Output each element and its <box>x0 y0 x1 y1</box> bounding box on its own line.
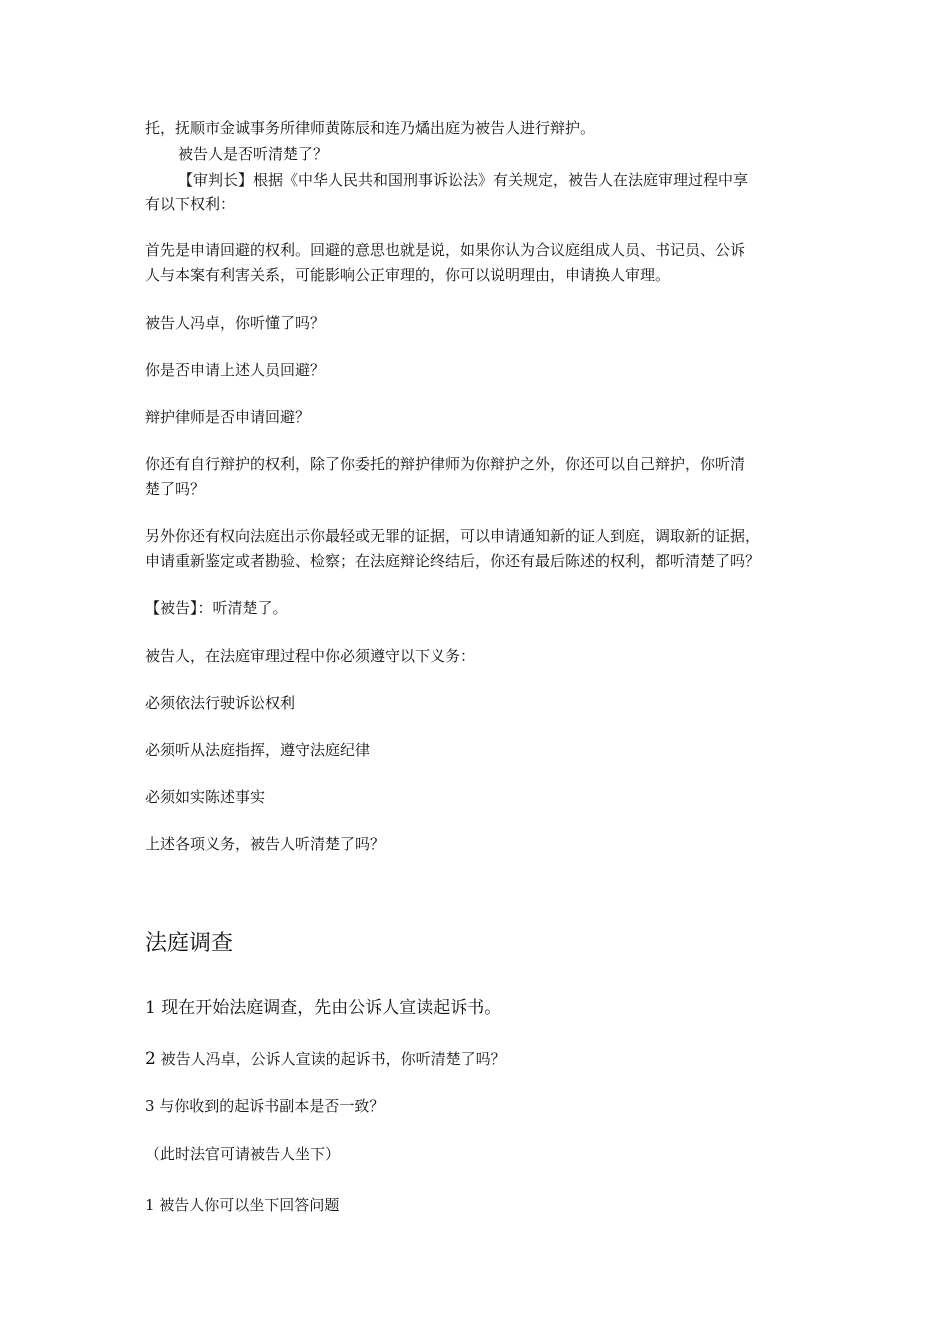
paragraph-evidence-line1: 另外你还有权向法庭出示你最轻或无罪的证据，可以申请通知新的证人到庭，调取新的证据， <box>145 527 761 545</box>
paragraph-lawyer-recusal: 辩护律师是否申请回避？ <box>145 408 311 426</box>
paragraph-obligations-question: 上述各项义务，被告人听清楚了吗？ <box>145 835 386 853</box>
investigation-item-2 <box>145 1046 815 1072</box>
paragraph-obligation-2: 必须听从法庭指挥，遵守法庭纪律 <box>145 741 371 759</box>
paragraph-defense-counsel: 托，抚顺市金诚事务所律师黄陈辰和连乃燏出庭为被告人进行辩护。 <box>145 119 596 137</box>
paragraph-self-defense-line2: 楚了吗？ <box>145 480 206 498</box>
investigation-item-2-number: 2 <box>145 1049 156 1069</box>
investigation-item-1: 1 现在开始法庭调查，先由公诉人宣读起诉书。 <box>145 998 502 1018</box>
investigation-item-sit: 1 被告人你可以坐下回答问题 <box>145 1196 340 1214</box>
paragraph-judge-rights-line1: 【审判长】根据《中华人民共和国刑事诉讼法》有关规定，被告人在法庭审理过程中享 <box>178 171 749 189</box>
paragraph-defendant-reply: 【被告】：听清楚了。 <box>145 599 288 617</box>
paragraph-self-defense-line1: 你还有自行辩护的权利，除了你委托的辩护律师为你辩护之外，你还可以自己辩护，你听清 <box>145 455 746 473</box>
paragraph-evidence-line2: 申请重新鉴定或者勘验、检察；在法庭辩论终结后，你还有最后陈述的权利，都听清楚了吗？ <box>145 552 761 570</box>
paragraph-judge-rights-line2: 有以下权利： <box>145 195 236 213</box>
investigation-item-3: 3 与你收到的起诉书副本是否一致？ <box>145 1097 385 1115</box>
investigation-note: （此时法官可请被告人坐下） <box>145 1145 341 1163</box>
paragraph-obligation-3: 必须如实陈述事实 <box>145 788 266 806</box>
paragraph-question-heard: 被告人是否听清楚了？ <box>178 145 329 163</box>
section-heading: 法庭调查 <box>145 931 234 956</box>
investigation-item-2-text: 被告人冯卓，公诉人宣读的起诉书，你听清楚了吗？ <box>155 1050 506 1068</box>
paragraph-understood: 被告人冯卓，你听懂了吗？ <box>145 314 326 332</box>
paragraph-obligation-1: 必须依法行驶诉讼权利 <box>145 694 296 712</box>
paragraph-apply-recusal: 你是否申请上述人员回避？ <box>145 361 326 379</box>
paragraph-recusal-line1: 首先是申请回避的权利。回避的意思也就是说，如果你认为合议庭组成人员、书记员、公诉 <box>145 241 746 259</box>
paragraph-recusal-line2: 人与本案有利害关系，可能影响公正审理的，你可以说明理由，申请换人审理。 <box>145 266 671 284</box>
paragraph-obligations-intro: 被告人，在法庭审理过程中你必须遵守以下义务： <box>145 647 476 665</box>
